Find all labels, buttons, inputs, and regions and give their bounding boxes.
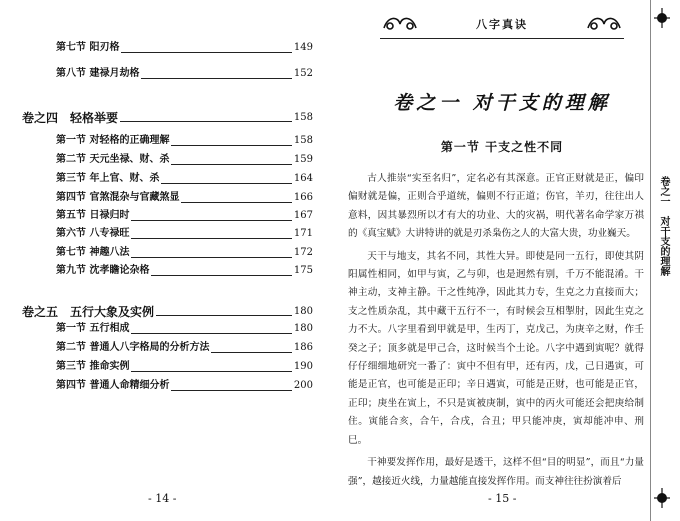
toc-entry-label: 卷之五 五行大象及实例 xyxy=(22,304,155,319)
running-head-title: 八字真诀 xyxy=(476,18,528,31)
toc-entry-page: 180 xyxy=(293,305,313,317)
section-title: 第一节 干支之性不同 xyxy=(440,140,564,154)
right-page xyxy=(340,0,680,521)
paragraph-1: 古人推崇“实至名归”，定名必有其深意。正官正财就是正，偏印偏财就是偏，正则合乎道统，偏则不行正道；伤官，羊刃，往往出人意料，因其暴烈所以才有大的功业、大的灾祸，明代著名命学家万祺的《真宝赋》大讲特讲的就是刃杀枭伤之人的大富大贵，功业巍天。 xyxy=(348,173,644,240)
toc-entry-label: 第七节 阳刃格 xyxy=(56,42,120,53)
toc-leader xyxy=(131,257,291,258)
toc-entry-label: 第八节 建禄月劫格 xyxy=(56,68,140,79)
toc-leader xyxy=(211,352,291,353)
running-head xyxy=(380,10,624,38)
toc-leader xyxy=(131,238,291,239)
page-number-right: - 15 - xyxy=(488,492,517,505)
toc-section-row xyxy=(56,171,313,187)
toc-entry-page: 152 xyxy=(293,68,313,79)
toc-entry-label: 第二节 普通人八字格局的分析方法 xyxy=(56,342,210,353)
toc-section-row xyxy=(56,340,313,356)
toc-leader xyxy=(121,52,291,53)
toc-entry-label: 第三节 年上官、财、杀 xyxy=(56,173,160,184)
toc-entry-page: 175 xyxy=(293,265,313,276)
toc-entry-label: 第一节 五行相成 xyxy=(56,323,130,334)
toc-leader xyxy=(171,145,291,146)
toc-leader xyxy=(141,78,291,79)
toc-entry-label: 第一节 对轻格的正确理解 xyxy=(56,135,170,146)
toc-leader xyxy=(151,275,291,276)
toc-entry-label: 第六节 八专禄旺 xyxy=(56,228,130,239)
toc-entry-page: 180 xyxy=(293,323,313,334)
toc-section-row xyxy=(56,152,313,168)
toc-chapter-row xyxy=(22,302,313,320)
toc-entry-page: 172 xyxy=(293,247,313,258)
toc-leader xyxy=(171,164,291,165)
toc-entry-label: 第四节 普通人命精细分析 xyxy=(56,380,170,391)
toc-leader xyxy=(171,390,291,391)
toc-leader xyxy=(131,333,291,334)
toc-entry-label: 第三节 推命实例 xyxy=(56,361,130,372)
page-number-left: - 14 - xyxy=(148,492,177,505)
toc-entry-page: 190 xyxy=(293,361,313,372)
toc-entry-label: 第七节 神趣八法 xyxy=(56,247,130,258)
toc-entry-page: 158 xyxy=(293,111,313,123)
toc-chapter-row xyxy=(22,108,313,126)
toc-section-row xyxy=(56,359,313,375)
toc-entry-page: 158 xyxy=(293,135,313,146)
toc-entry-label: 第二节 天元坐禄、财、杀 xyxy=(56,154,170,165)
body-text xyxy=(348,170,644,491)
toc-section-row xyxy=(56,208,313,224)
toc-section-row xyxy=(56,321,313,337)
bottom-margin-ornament-icon xyxy=(652,486,672,510)
toc-section-row xyxy=(56,263,313,279)
toc-section-row xyxy=(56,226,313,242)
toc-leader xyxy=(161,183,291,184)
toc-entry-page: 200 xyxy=(293,380,313,391)
paragraph-2: 天干与地支，其名不同，其性大异。即使是同一五行，即使其阴阳属性相同，如甲与寅，乙与卯，也是迥然有别，千万不能混淆。干神主动，支神主静。干之性纯净，因此其力专，生克之力直接而大；支之性质杂乱，其中藏干五行不一，有时候会互相掣肘，因此生克之力不大。八字里看到甲就是甲，生丙丁，克戊己，为庚辛之财，作壬癸之子；顶多就是甲己合，这时候当个土论。八字中遇到寅呢？就得仔仔细细地研究一番了：寅中不但有甲，还有丙，戊，己日遇寅，可能是正官，也可能是正印；辛日遇寅，可能是正财，也可能是正官，正印；庚坐在寅上，不只是寅被庚制，寅中的丙火可能还会把庚给制住。寅能合亥，合午，合戌，合丑；甲只能冲庚，寅却能冲申、刑巳。 xyxy=(348,250,644,446)
toc-leader xyxy=(156,315,292,316)
toc-section-row xyxy=(56,190,313,206)
toc-entry-label: 卷之四 轻格举要 xyxy=(22,110,119,125)
toc-entry-page: 166 xyxy=(293,192,313,203)
toc-entry-page: 164 xyxy=(293,173,313,184)
margin-rule xyxy=(650,0,651,521)
toc-entry-page: 149 xyxy=(293,42,313,53)
paragraph-3: 干神要发挥作用，最好是透干，这样不但“目的明显”，而且“力量强”，越接近火线，力量越能直接发挥作用。而支神往往扮演着后 xyxy=(348,457,644,487)
toc-entry-label: 第九节 沈孝瞻论杂格 xyxy=(56,265,150,276)
toc-entry-label: 第四节 官煞混杂与官藏煞显 xyxy=(56,192,180,203)
side-tab-chapter: 卷之一 对干支的理解 xyxy=(658,176,669,276)
toc-leader xyxy=(131,220,291,221)
toc-section-row xyxy=(56,133,313,149)
toc-section-row xyxy=(56,66,313,82)
toc-entry-page: 186 xyxy=(293,342,313,353)
toc-leader xyxy=(181,202,291,203)
toc-entry-page: 167 xyxy=(293,210,313,221)
toc-section-row xyxy=(56,245,313,261)
top-margin-ornament-icon xyxy=(652,6,672,30)
toc-entry-page: 171 xyxy=(293,228,313,239)
toc-entry-page: 159 xyxy=(293,154,313,165)
running-head-rule xyxy=(380,38,624,39)
toc-leader xyxy=(131,371,291,372)
toc-section-row xyxy=(56,40,313,56)
toc-entry-label: 第五节 日禄归时 xyxy=(56,210,130,221)
toc-leader xyxy=(120,121,292,122)
left-page xyxy=(0,0,338,521)
toc-section-row xyxy=(56,378,313,394)
chapter-title: 卷之一 对干支的理解 xyxy=(393,92,611,114)
